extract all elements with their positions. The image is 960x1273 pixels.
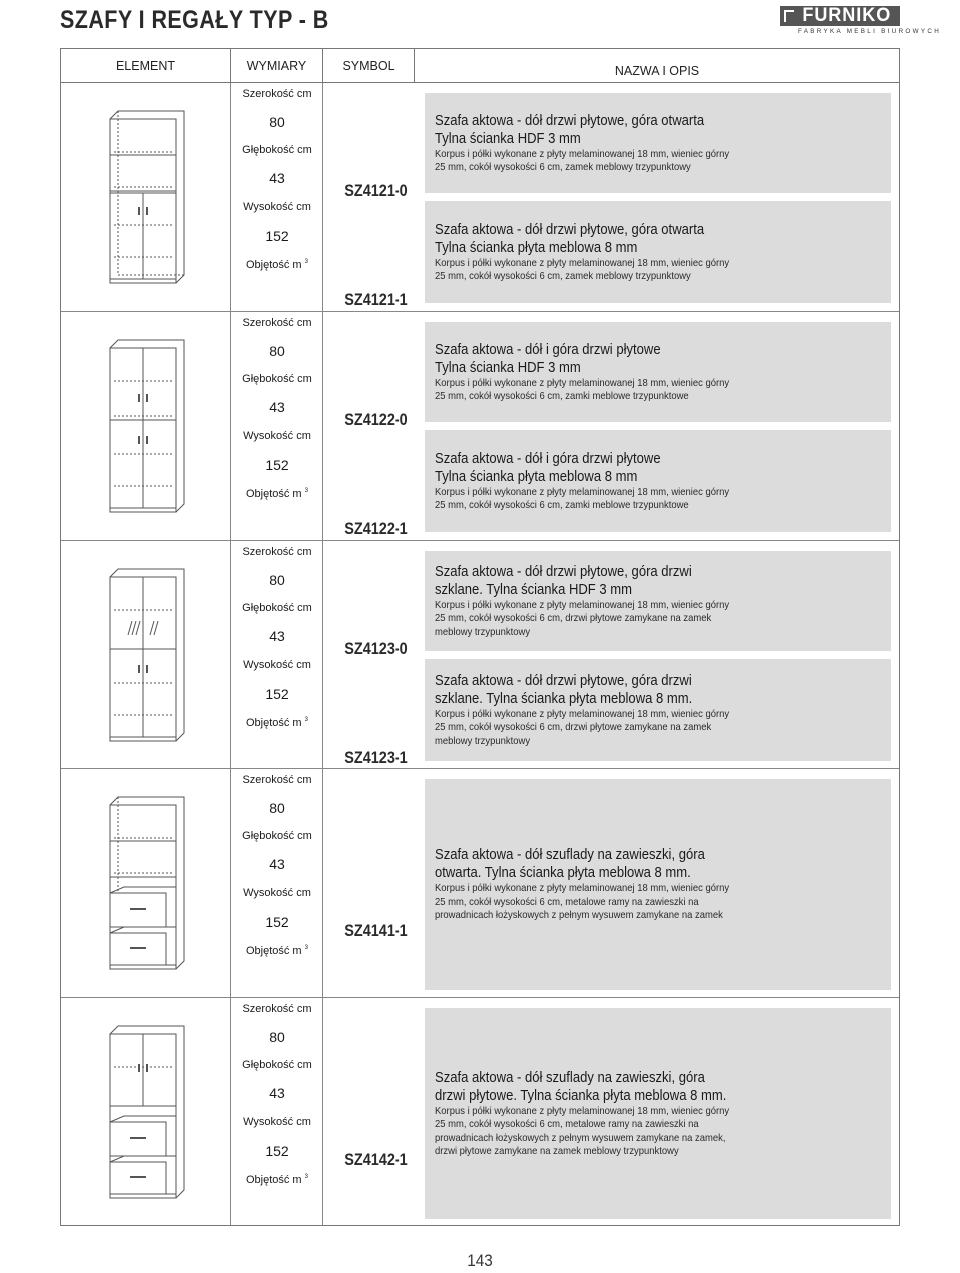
brand-logo-box: [780, 6, 900, 26]
product-symbol: SZ4122-1: [344, 519, 408, 538]
height-value: 152: [265, 914, 289, 930]
dimensions-cell: [231, 769, 323, 997]
product-symbol: SZ4122-0: [344, 410, 408, 429]
description-body-line: Korpus i półki wykonane z płyty melaminowanej 18 mm, wieniec górny: [435, 598, 730, 611]
product-symbol: SZ4121-0: [344, 181, 408, 200]
product-drawing-cell: [61, 312, 231, 540]
volume-label-text: Objętość m: [245, 1174, 302, 1186]
description-body-line: 25 mm, cokół wysokości 6 cm, zamki meblowe trzypunktowe: [435, 390, 689, 402]
cabinet-full-doors-drawing: [104, 336, 188, 516]
dimensions-cell: [231, 83, 323, 311]
dimensions-cell: [231, 998, 323, 1225]
height-value: 152: [265, 228, 289, 244]
page-number: 143: [467, 1251, 493, 1270]
width-value: 80: [269, 572, 285, 588]
volume-label-text: Objętość m: [245, 717, 302, 729]
column-header-element: ELEMENT: [61, 49, 231, 83]
volume-label: [231, 488, 323, 500]
depth-label: Głębokość cm: [242, 602, 312, 614]
description-body-line: 25 mm, cokół wysokości 6 cm, zamek meblowy trzypunktowy: [435, 270, 691, 282]
description-body-line: 25 mm, cokół wysokości 6 cm, zamki meblowe trzypunktowe: [435, 499, 689, 511]
cabinet-glass-top-doors-drawing: [104, 565, 188, 745]
height-label: Wysokość cm: [243, 430, 311, 442]
description-body-line: Korpus i półki wykonane z płyty melaminowanej 18 mm, wieniec górny: [435, 1104, 730, 1117]
product-description: [425, 659, 891, 761]
description-title-line: Tylna ścianka HDF 3 mm: [435, 130, 581, 147]
description-body-line: drzwi płytowe zamykane na zamek meblowy trzypunktowy: [435, 1145, 679, 1157]
table-header: [61, 49, 899, 83]
description-body-line: meblowy trzypunktowy: [435, 625, 531, 638]
product-drawing-cell: [61, 998, 231, 1225]
brand-tagline: FABRYKA MEBLI BIUROWYCH: [798, 28, 942, 35]
description-body-line: Korpus i półki wykonane z płyty melaminowanej 18 mm, wieniec górny: [435, 256, 730, 269]
description-title-line: Szafa aktowa - dół szuflady na zawieszki, góra: [435, 847, 705, 864]
product-description: [425, 430, 891, 532]
height-label: Wysokość cm: [243, 1116, 311, 1128]
width-label: Szerokość cm: [242, 88, 312, 100]
product-description: [425, 1008, 891, 1219]
product-description: [425, 551, 891, 651]
volume-label: [231, 259, 323, 271]
volume-unit-exponent: 3: [304, 1174, 309, 1180]
description-title-line: Tylna ścianka płyta meblowa 8 mm: [435, 468, 638, 485]
depth-value: 43: [269, 399, 285, 415]
page-title: SZAFY I REGAŁY TYP - B: [60, 6, 329, 34]
description-title-line: Szafa aktowa - dół drzwi płytowe, góra otwarta: [435, 221, 705, 238]
depth-value: 43: [269, 1085, 285, 1101]
column-header-dimensions: WYMIARY: [231, 49, 323, 83]
cabinet-open-top-drawers-drawing: [104, 793, 188, 973]
height-value: 152: [265, 1143, 289, 1159]
product-drawing-cell: [61, 83, 231, 311]
description-title-line: Szafa aktowa - dół drzwi płytowe, góra otwarta: [435, 112, 705, 129]
cabinet-open-top-doors-bottom-drawing: [104, 107, 188, 287]
volume-label: [231, 1174, 323, 1186]
height-value: 152: [265, 686, 289, 702]
description-title-line: Tylna ścianka płyta meblowa 8 mm: [435, 239, 638, 256]
volume-label: [231, 717, 323, 729]
description-title-line: otwarta. Tylna ścianka płyta meblowa 8 mm.: [435, 865, 691, 882]
volume-label-text: Objętość m: [245, 945, 302, 957]
description-body-line: Korpus i półki wykonane z płyty melaminowanej 18 mm, wieniec górny: [435, 147, 730, 160]
width-label: Szerokość cm: [242, 317, 312, 329]
product-drawing-cell: [61, 769, 231, 997]
description-body-line: 25 mm, cokół wysokości 6 cm, metalowe ramy na zawieszki na: [435, 895, 699, 908]
product-description: [425, 322, 891, 422]
dimensions-cell: [231, 312, 323, 540]
product-drawing-cell: [61, 541, 231, 768]
product-symbol: SZ4121-1: [344, 290, 408, 309]
volume-label-text: Objętość m: [245, 259, 302, 271]
product-symbol: SZ4142-1: [344, 1150, 408, 1169]
width-label: Szerokość cm: [242, 546, 312, 558]
description-body-line: Korpus i półki wykonane z płyty melaminowanej 18 mm, wieniec górny: [435, 882, 730, 895]
brand-mark-icon: [784, 10, 794, 22]
width-value: 80: [269, 1029, 285, 1045]
description-title-line: Szafa aktowa - dół drzwi płytowe, góra drzwi: [435, 563, 692, 580]
product-section-sz4122: [61, 312, 899, 541]
description-title-line: Szafa aktowa - dół i góra drzwi płytowe: [435, 341, 661, 358]
product-description: [425, 779, 891, 990]
depth-label: Głębokość cm: [242, 830, 312, 842]
product-section-sz4142: [61, 998, 899, 1225]
description-title-line: szklane. Tylna ścianka płyta meblowa 8 mm.: [435, 690, 693, 707]
description-body-line: Korpus i półki wykonane z płyty melaminowanej 18 mm, wieniec górny: [435, 376, 730, 389]
brand-name: FURNIKO: [802, 5, 892, 26]
width-value: 80: [269, 114, 285, 130]
depth-value: 43: [269, 170, 285, 186]
column-header-symbol: SYMBOL: [323, 49, 415, 83]
volume-label: [231, 945, 323, 957]
product-description: [425, 201, 891, 303]
depth-label: Głębokość cm: [242, 1059, 312, 1071]
depth-label: Głębokość cm: [242, 144, 312, 156]
description-body-line: 25 mm, cokół wysokości 6 cm, zamek meblowy trzypunktowy: [435, 161, 691, 173]
description-body-line: Korpus i półki wykonane z płyty melaminowanej 18 mm, wieniec górny: [435, 707, 730, 720]
product-section-sz4121: [61, 83, 899, 312]
product-section-sz4141: [61, 769, 899, 998]
volume-label-text: Objętość m: [245, 488, 302, 500]
depth-value: 43: [269, 856, 285, 872]
width-label: Szerokość cm: [242, 774, 312, 786]
brand-logo: [780, 5, 942, 38]
description-body-line: Korpus i półki wykonane z płyty melaminowanej 18 mm, wieniec górny: [435, 485, 730, 498]
height-label: Wysokość cm: [243, 659, 311, 671]
description-body-line: prowadnicach łożyskowych z pełnym wysuwem zamykane na zamek: [435, 909, 723, 922]
depth-value: 43: [269, 628, 285, 644]
product-symbol: SZ4123-0: [344, 639, 408, 658]
width-value: 80: [269, 343, 285, 359]
height-label: Wysokość cm: [243, 887, 311, 899]
depth-label: Głębokość cm: [242, 373, 312, 385]
product-symbol: SZ4123-1: [344, 748, 408, 767]
product-table: [60, 48, 900, 1226]
cabinet-doors-top-drawers-drawing: [104, 1022, 188, 1202]
description-body-line: prowadnicach łożyskowych z pełnym wysuwem zamykane na zamek,: [435, 1131, 726, 1144]
width-value: 80: [269, 800, 285, 816]
description-title-line: Tylna ścianka HDF 3 mm: [435, 359, 581, 376]
dimensions-cell: [231, 541, 323, 768]
description-body-line: 25 mm, cokół wysokości 6 cm, drzwi płytowe zamykane na zamek: [435, 612, 712, 625]
volume-unit-exponent: 3: [304, 259, 309, 265]
description-title-line: drzwi płytowe. Tylna ścianka płyta meblowa 8 mm.: [435, 1087, 727, 1104]
description-body-line: meblowy trzypunktowy: [435, 734, 531, 747]
volume-unit-exponent: 3: [304, 717, 309, 723]
description-body-line: 25 mm, cokół wysokości 6 cm, metalowe ramy na zawieszki na: [435, 1118, 699, 1130]
product-section-sz4123: [61, 541, 899, 769]
column-header-name-description: NAZWA I OPIS: [614, 64, 700, 78]
product-description: [425, 93, 891, 193]
description-title-line: Szafa aktowa - dół szuflady na zawieszki, góra: [435, 1069, 705, 1086]
height-label: Wysokość cm: [243, 201, 311, 213]
volume-unit-exponent: 3: [304, 488, 309, 494]
height-value: 152: [265, 457, 289, 473]
description-title-line: szklane. Tylna ścianka HDF 3 mm: [435, 581, 633, 598]
description-title-line: Szafa aktowa - dół i góra drzwi płytowe: [435, 450, 661, 467]
description-body-line: 25 mm, cokół wysokości 6 cm, drzwi płytowe zamykane na zamek: [435, 721, 712, 734]
product-symbol: SZ4141-1: [344, 921, 408, 940]
description-title-line: Szafa aktowa - dół drzwi płytowe, góra drzwi: [435, 672, 692, 689]
width-label: Szerokość cm: [242, 1003, 312, 1015]
volume-unit-exponent: 3: [304, 945, 309, 951]
